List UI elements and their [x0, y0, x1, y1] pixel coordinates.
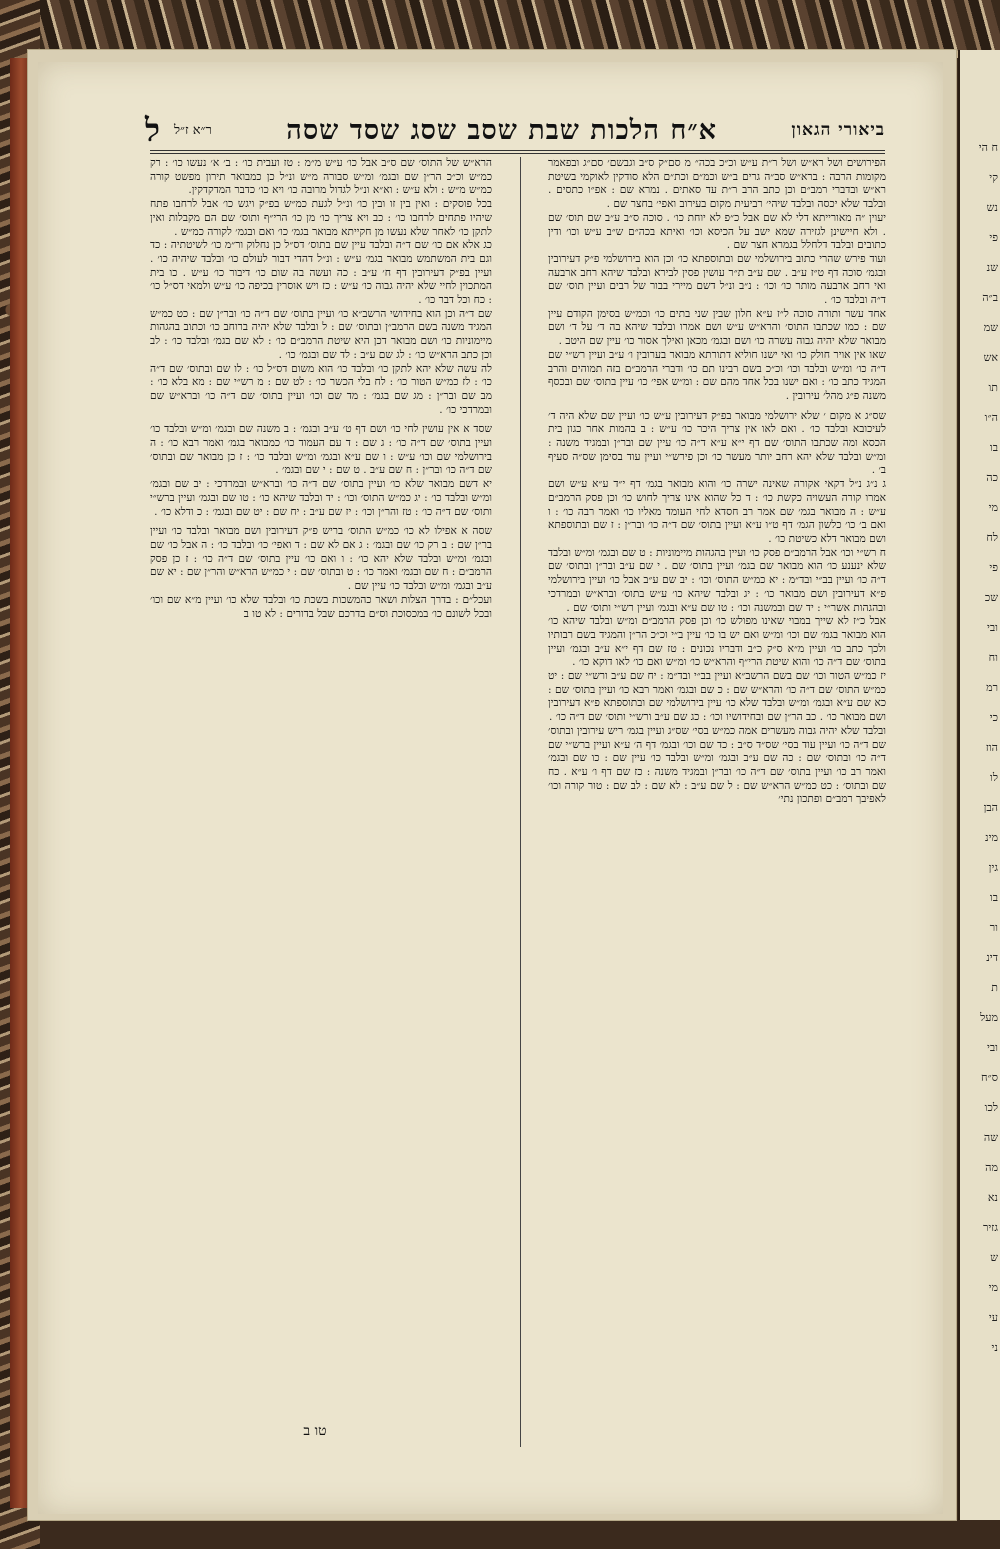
- facing-page-line: דינ: [986, 951, 998, 964]
- facing-page-line: פי: [989, 231, 998, 244]
- paragraph: יא דשם מבואר שלא כו׳ ועיין בתוס׳ שם ד״ה כו׳ וברא״ש ובמרדכי : יב שם ובגמ׳ ומ״ש ובלבד כו׳ : יג כמ״ש התוס׳ וכו׳ : יד ובלבד שיהא כו׳ : טו שם ובגמ׳ ועיין ברש״י ותוס׳ שם ד״ה כו׳ : טז והר״ן וכו׳ : יז שם ע״ב : יח שם : יט שם ובגמ׳ : כ ודלא כו׳ .: [150, 478, 492, 518]
- facing-page-line: מינ: [985, 831, 998, 844]
- facing-page-line: ור: [989, 921, 998, 934]
- facing-page-line: ת: [991, 981, 998, 994]
- paragraph: יז כמ״ש הטור וכו׳ שם בשם הרשב״א ועיין בב״י ובד״מ : יח שם ע״ב ורש״י שם : יט כמ״ש התוס׳ שם ד״ה כו׳ והרא״ש שם : כ שם ובגמ׳ ואמר רבא כו׳ ועיין בתוס׳ שם : כא שם ע״א ובגמ׳ ומ״ש ובלבד שלא כו׳ עיין בירושלמי שם ובתוספתא פ״א דעירובין ושם מבואר כו׳ . כב הר״ן שם ובחידושיו וכו׳ : כג שם ע״ב ורש״י ותוס׳ שם ד״ה כו׳ .: [548, 670, 886, 724]
- printer-signature-mark: טו ב: [303, 1423, 327, 1439]
- facing-page-line: ובי: [987, 621, 998, 634]
- section-paragraph: שס״ג א מקום ׳ שלא ירושלמי מבואר בפ״ק דעירובין ע״ש כו׳ ועיין שם שלא היה ד׳ לעיכובא ובלבד כו׳ . ואם לאו אין צריך היכר כו׳ ע״ש : ב בהמות אחר כגון בית הכסא ומה שכתבו התוס׳ שם דף י״א ע״א ד״ה כו׳ עיין שם ובר״ן ובמגיד משנה : ומ״ש ובלבד שלא יהא רחב יותר מעשר כו׳ וכן פירש״י ועיין עוד בסימן שס״ה סעיף ב׳ .: [548, 409, 886, 477]
- facing-page-line: מי: [988, 501, 998, 514]
- facing-page-line: מעל: [980, 1011, 998, 1024]
- facing-page-line: בו: [989, 891, 998, 904]
- header-title: א״ח הלכות שבת שסב שסג שסד שסה: [286, 114, 717, 146]
- facing-page-line: בו: [989, 441, 998, 454]
- facing-page-line: פי: [989, 561, 998, 574]
- facing-page-text: [960, 140, 1000, 1356]
- paragraph: ועכל״ם : בדרך הצלות ושאר כהמשכות בשכת כו׳ ובלבד שלא כו׳ ועיין מ״א שם וכו׳ ובכל לשונם כו׳ במכסוכת וס״ם בדרכם שבל בדורים : לא טו ב: [150, 593, 492, 620]
- facing-page-line: מה: [985, 1161, 998, 1174]
- facing-page-line: לכו: [984, 1101, 998, 1114]
- facing-page-line: הבן: [983, 801, 998, 814]
- paragraph: שם ד״ה וכן הוא בחידושי הרשב״א כו׳ ועיין בתוס׳ שם ד״ה כו׳ ובר״ן שם : כט כמ״ש המגיד משנה בשם הרמב״ן ובתוס׳ שם : ל ובלבד שלא יהיה ברוחב כו׳ וכתוב בהגהות מיימוניות כו׳ ושם מבואר דכן היא שיטת הרמב״ם כו׳ : לא שם בגמ׳ ובלבד כו׳ : לב וכן כתב הרא״ש כו׳ : לג שם ע״ב : לד שם ובגמ׳ כו׳ .: [150, 307, 492, 361]
- header-rule: [150, 150, 885, 151]
- facing-page-fragment: [958, 50, 1000, 1520]
- paragraph: הרא״ש של התוס׳ שם ס״ב אבל כו׳ ע״ש מ״מ : טז ועבית כו׳ : ב׳ א׳ נעשו כו׳ : רק כמ״ש וכ״כ הר״ן שם ובגמ׳ ומ״ש סבורה מ״ש ונ״ל כן כמבואר תירון מפשט קורה כמ״ש מ״ש : ולא ע״ש : וא״א ונ״ל לגדול מרובה כו׳ ויא כו׳ כדבר המדקדקין.: [150, 157, 492, 197]
- facing-page-line: ב״ה: [982, 291, 998, 304]
- section-paragraph: שסה א אפילו לא כו׳ כמ״ש התוס׳ בריש פ״ק דעירובין ושם מבואר ובלבד כו׳ ועיין בר״ן שם : ב רק כו׳ שם ובגמ׳ : ג אם לא שם : ד ואפי׳ כו׳ ובלבד כו׳ : ה אבל כו׳ שם ובגמ׳ ומ״ש ובלבד שלא יהא כו׳ : ו ואם כו׳ עיין בתוס׳ שם ד״ה כו׳ : ז כן פסק הרמב״ם : ח שם ובגמ׳ ואמר כו׳ : ט ובתוס׳ שם : י כמ״ש הרא״ש והר״ן שם : יא שם ע״ב ובגמ׳ ומ״ש ובלבד כו׳ עיין שם .: [150, 525, 492, 593]
- paragraph: שאו אין אויר חולק כו׳ ואי ישנו חוליא דתורתא מבואר בערובין ו׳ ע״ב ועיין רש״י שם ד״ה כו׳ ומ״ש ובלבד וכו׳ וכ״כ בשם רבינו תם כו׳ ודברי הרמב״ם בזה תמוהים והרב המגיד כתב כו׳ : ואם ישנו בכל אחד מהם שם : ומ״ש אפי׳ כו׳ עיין בתוס׳ שם ובכסף משנה פ״ג מהל׳ עירובין .: [548, 348, 886, 402]
- paragraph: אבל כ״ז לא שייך במבוי שאינו מפולש כו׳ וכן פסק הרמב״ם ומ״ש ובלבד שיהא כו׳ הוא מבואר בגמ׳ שם וכו׳ ומ״ש ואם יש בו כו׳ עיין ב״י וכ״כ הר״ן והמגיד בשם רבותיו ולכך כתב כו׳ ועיין מ״א ס״ק כ״ב ודבריו נכונים : טז שם דף י״א ע״ב ובגמ׳ ועיין בתוס׳ שם ד״ה כו׳ והוא שיטת הרי״ף והרא״ש כו׳ ומ״ש ואם כו׳ לאו דוקא כו׳ .: [548, 615, 886, 669]
- facing-page-line: ח הי: [978, 141, 998, 154]
- paragraph: הפירושים ושל רא״ש ושל ר״ת ע״ש וכ״כ בכה״ מ סם״ק ס״ב וגבשם׳ סם״ג ובפאמר מקומות הרבה : ברא״ש סב״ה גרים ב״ש וכמ״ם וכת״ם הלא סודקין לאוקמי בשיטת רא״ש ובדברי רמב״ם וכן כתב הרב ר״ת עד סאתים . נמרא שם : אפ״ו כתסים . ובלבד שלא יכסה ובלבד שיהי׳ רביעית מקום בעירוב ואפי׳ בחצר שם .: [548, 157, 886, 211]
- facing-page-line: שה: [983, 1131, 998, 1144]
- facing-page-line: קי: [989, 171, 998, 184]
- paragraph: כג אלא אם כו׳ שם ד״ה ובלבד עיין שם בתוס׳ דס״ל כן נחלוק ור״מ כו׳ לשיטתיה : כד וגם בית המשתמש מבואר בגמ׳ ע״ש : ונ״ל דהדי דבור לעולם כו׳ ובלבד שיהיה כו׳ . ועיין בפ״ק דעירובין דף ח׳ ע״ב : כה ועשה בה שום כו׳ דיבור כו׳ ע״ש . כו בית המתכוין לחיי שלא יהיה גבוה כו׳ ע״ש : כז ויש אוסרין בכיפה כו׳ ע״ש ולמאי דס״ל כו׳ : כח וכל דבר כו׳ .: [150, 239, 492, 307]
- paragraph: ג נ״ג נ״ל דקאי אקורה שאינה ישרה כו׳ והוא מבואר בגמ׳ דף י״ד ע״א ע״ש ושם אמרו קורה העשויה כקשת כו׳ : ד כל שהוא אינו צריך לחוש כו׳ וכן פסק הרמב״ם ע״ש : ה מבואר בגמ׳ שם אמר רב חסדא לחי העומד מאליו כו׳ ואמר רבה כו׳ : ו ואם ב׳ כו׳ כלשון הגמ׳ דף ט״ו ע״א ועיין בתוס׳ שם ד״ה כו׳ ובר״ן : ז שם ובתוספתא ושם מבואר דלא כשיטת כו׳ .: [548, 478, 886, 545]
- running-header: [145, 112, 885, 148]
- facing-page-line: ני: [991, 1341, 998, 1354]
- folio-number: ל: [145, 111, 160, 149]
- commentary-column-left: [150, 157, 492, 1447]
- paragraph: ועוד פירש שהרי כתוב בירושלמי שם ובתוספתא כו׳ וכן הוא בירושלמי פ״ק דעירובין ובגמ׳ סוכה דף ט״ז ע״ב . שם ע״ב ת״ר עושין פסין לבירא ובלבד שיהא רחב ארבעה ואי רחב ארבעה מותר כו׳ וכו׳ : נ״ב ונ״ל דשם מיירי בבור של רבים ועיין תוס׳ שם ד״ה ובלבד כו׳ .: [548, 252, 886, 307]
- facing-page-line: הוז: [985, 741, 998, 754]
- facing-page-line: שכ: [984, 591, 998, 604]
- paragraph: יעוין ״ה מאורייתא דלי לא שם אבל כ״פ לא יוחת כו׳ . סוכה ס״ב ע״ב שם תוס׳ שם . ולא חיישינן לגזירה שמא ישב על הכיסא וכו׳ ואיתא בכה״ם ש״ב ע״ש וכו׳ ודין כתובים ובלבד דלחלל בגמרא חצר שם .: [548, 211, 886, 252]
- facing-page-line: ה״ו: [984, 411, 998, 424]
- facing-page-line: גין: [988, 861, 998, 874]
- facing-page-line: וח: [988, 651, 998, 664]
- facing-page-line: שמ: [983, 321, 998, 334]
- paragraph: ובלבד שלא יהיה גבוה מעשרים אמה כמ״ש בסי׳ שס״ג ועיין בגמ׳ ריש עירובין ובתוס׳ שם ד״ה כו׳ ועיין עוד בסי׳ שס״ד ס״ב : כד שם וכו׳ ובגמ׳ דף ה׳ ע״א ועיין ברש״י שם ד״ה כו׳ ובתוס׳ שם : כה שם ע״ב ובגמ׳ ומ״ש ובלבד כו׳ עיין שם : כו שם ובגמ׳ ואמר רב כו׳ ועיין בתוס׳ שם ד״ה כו׳ ובר״ן ובמגיד משנה : כז שם דף ו׳ ע״א . כח שם ובתוס׳ : כט כמ״ש הרא״ש שם : ל שם ע״ב : לא שם : לב שם : טור קורה וכו׳ לאפיבך רמב״ם ופתכון נתי׳: [548, 724, 886, 806]
- header-rule-double: [150, 153, 885, 154]
- facing-page-line: שנ: [986, 261, 998, 274]
- facing-page-line: נא: [987, 1191, 998, 1204]
- paragraph: ח רש״י וכו׳ אבל הרמב״ם פסק כו׳ ועיין בהגהות מיימוניות : ט שם ובגמ׳ ומ״ש ובלבד שלא ינענע כו׳ הוא מבואר שם בגמ׳ ועיין בתוס׳ שם . י שם ע״ב ובר״ן ובתוס׳ שם ד״ה כו׳ ועיין בב״י ובד״מ : יא כמ״ש התוס׳ וכו׳ : יב שם ע״ב אבל כו׳ ועיין בירושלמי פ״א דעירובין ושם מבואר כו׳ : יג ובלבד שיהא כו׳ ע״ש בתוס׳ וברא״ש ובמרדכי ובהגהות אשר״י : יד שם ובמשנה וכו׳ : טו שם ע״א ובגמ׳ ועיין רש״י ותוס׳ שם .: [548, 546, 886, 614]
- facing-page-line: עי: [988, 1311, 998, 1324]
- facing-page-line: נש: [986, 201, 998, 214]
- facing-page-line: רמ: [986, 681, 998, 694]
- commentary-column-right: [548, 157, 886, 1447]
- facing-page-line: ובי: [987, 1041, 998, 1054]
- facing-page-line: כי: [989, 711, 998, 724]
- facing-page-line: אש: [983, 351, 998, 364]
- facing-page-line: ש: [990, 1251, 998, 1264]
- section-paragraph: שסד א אין עושין לחי כו׳ ושם דף ט׳ ע״ב ובגמ׳ : ב משנה שם ובגמ׳ ומ״ש ובלבד כו׳ ועיין בתוס׳ שם ד״ה כו׳ : ג שם : ד עם העמוד כו׳ כמבואר בגמ׳ ואמר רבא כו׳ : ה בירושלמי שם וכו׳ ע״ש : ו שם ע״א ובגמ׳ ומ״ש ובלבד כו׳ : ז כן מבואר שם ובתוס׳ שם ד״ה כו׳ ובר״ן : ח שם ע״ב . ט שם : י שם ובגמ׳ .: [150, 423, 492, 477]
- header-small-label: ר״א ז״ל: [173, 123, 212, 138]
- facing-page-line: לח: [986, 531, 998, 544]
- column-divider: [520, 157, 521, 1447]
- header-folio-group: [145, 111, 212, 149]
- header-section-title: ביאורי הגאון: [791, 120, 885, 140]
- facing-page-line: ס״ח: [981, 1071, 998, 1084]
- paragraph: לה עשה שלא יהא לתקן כו׳ ובלבד כו׳ הוא משום דס״ל כו׳ : לו שם ובתוס׳ שם ד״ה כו׳ : לז כמ״ש הטור כו׳ : לח בלי הכשר כו׳ : לט שם : מ רש״י שם : מא בלא כו׳ : מב שם ובר״ן : מג שם בגמ׳ : מד שם וכו׳ ועיין בתוס׳ שם ד״ה כו׳ וברא״ש שם ובמרדכי כו׳ .: [150, 362, 492, 416]
- facing-page-line: כה: [986, 471, 998, 484]
- facing-page-line: לו: [990, 771, 998, 784]
- facing-page-line: גזיר: [983, 1221, 998, 1234]
- facing-page-line: מי: [988, 1281, 998, 1294]
- paragraph: בכל פוסקים : ואין בין זו ובין כו׳ ונ״ל לגעת כמ״ש בפ״ק ויגש כו׳ אבל לרחבו פתח שיהיו פתחים לרחבו כו׳ : כב ויא צריך כו׳ מן כו׳ הרי״ף ותוס׳ שם הם מקבלות ואין לתקן כו׳ לאחר שלא נעשו מן חקייתא מבואר בגמ׳ כו׳ ואם ובגמ׳ לקורה כמ״ש .: [150, 198, 492, 238]
- facing-page-line: תו: [988, 381, 998, 394]
- paragraph: אחד עשר ותורה סוכה ל״ז ע״א חלון שבין שני בתים כו׳ וכמ״ש בסימן הקודם עיין שם : כמו שכתבו התוס׳ והרא״ש ע״ש ושם אמרו ובלבד שיהא בה ד׳ על ד׳ ושם מבואר שלא יהיה גבוה עשרה כו׳ ושם ובגמ׳ מכאן ואילך אסור כו׳ עיין שם היטב .: [548, 307, 886, 348]
